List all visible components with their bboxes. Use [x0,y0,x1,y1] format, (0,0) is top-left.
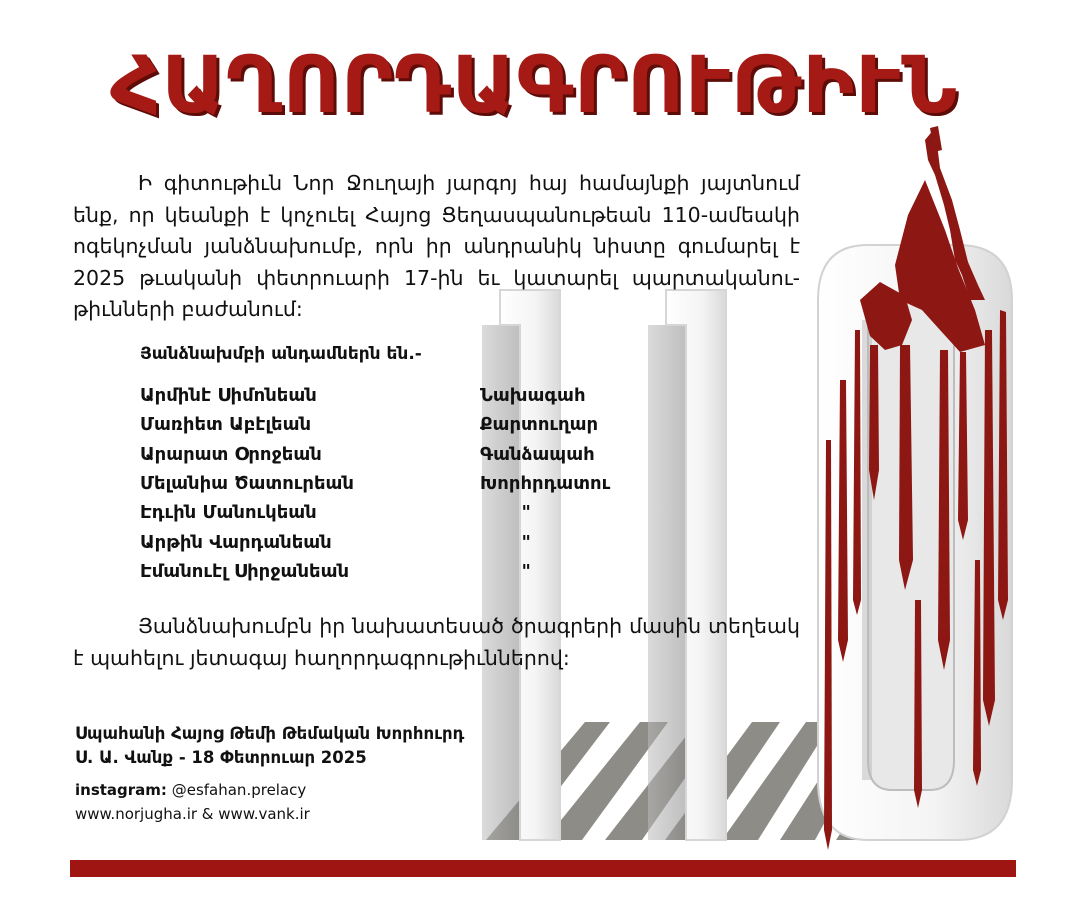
members-list [140,381,680,586]
member-row [140,440,680,469]
member-role: Գանձապահ [480,443,595,465]
member-role-ditto: " [521,560,531,582]
member-name: Արարատ Օրոջեան [140,443,322,465]
member-role: Խորհրդատու [480,473,611,495]
member-row [140,527,680,556]
instagram-label: instagram: [75,781,167,799]
signature-block [75,722,464,770]
member-name: Մելանիա Ծատուրեան [140,473,354,495]
instagram-line [75,778,310,802]
member-name: Արթին Վարդանեան [140,531,332,553]
signature-organization: Սպահանի Հայոց Թեմի Թեմական Խորհուրդ [75,724,465,743]
member-row [140,381,680,410]
bottom-divider-bar [70,860,1016,877]
member-role-ditto: " [521,502,531,524]
member-row [140,410,680,439]
member-row [140,557,680,586]
contact-block [75,778,310,826]
member-row [140,469,680,498]
member-name: Մառիետ Աբէլեան [140,414,312,436]
member-role-ditto: " [521,531,531,553]
member-name: Արմինէ Սիմոնեան [140,385,317,407]
page-title: ՀԱՂՈՐԴԱԳՐՈՒԹԻՒՆ [110,41,959,131]
closing-paragraph: Յանձնախումբն իր նախատեսած ծրագրերի մասին տեղեակ է պահելու յետագայ հաղորդագրութիւններով: [73,614,800,670]
website-links[interactable]: www.norjugha.ir & www.vank.ir [75,805,310,823]
member-role: Քարտուղար [480,414,599,436]
member-name: Էդւին Մանուկեան [140,502,317,524]
member-name: Էմանուէլ Սիրջանեան [140,560,350,582]
members-heading: Յանձնախմբի անդամներն են.- [140,344,422,364]
instagram-handle[interactable]: @esfahan.prelacy [171,781,307,799]
intro-paragraph: Ի գիտութիւն Նոր Ջուղայի յարգոյ հայ համայնքի յայտնում ենք, որ կեանքի է կոչուել Հայոց Ցեղասպանութեան 110-ամեակի ոգեկոչման յանձնախումբ, որն իր անդրանիկ նիստը գումարել է 2025 թւականի փետրուարի 17-ին եւ կատարել պարտականու-թիւնների բաժանում: [73,171,800,321]
member-row [140,498,680,527]
signature-place-date: Ս. Ա. Վանք - 18 Փետրուար 2025 [75,748,367,767]
member-role: Նախագահ [480,385,586,407]
